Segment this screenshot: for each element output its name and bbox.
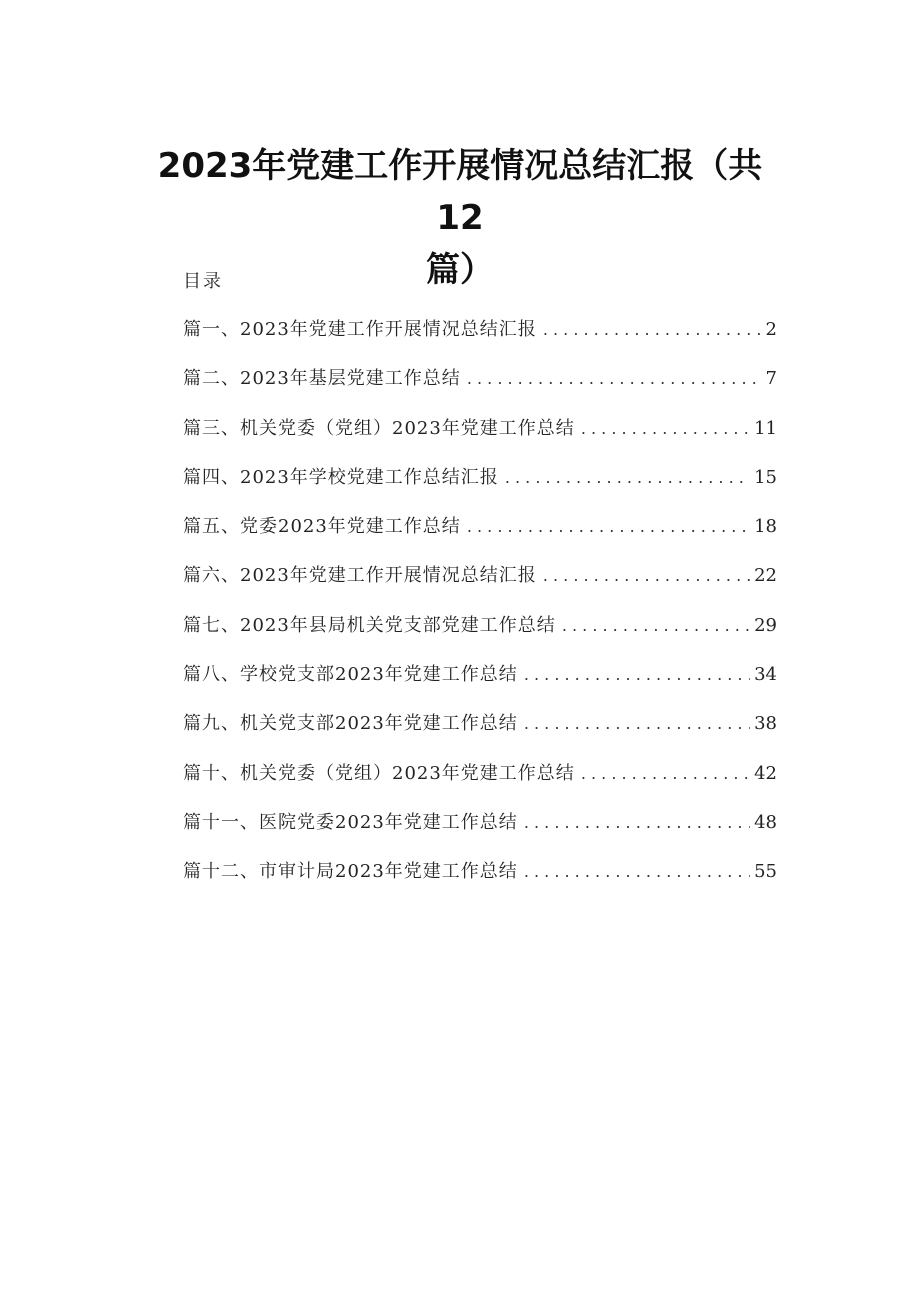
toc-entry-text: 篇十二、市审计局2023年党建工作总结 bbox=[183, 861, 518, 883]
title-line-1: 2023年党建工作开展情况总结汇报（共12 bbox=[157, 146, 763, 238]
toc-page-number: 29 bbox=[754, 614, 777, 636]
toc-entry-9[interactable] bbox=[183, 712, 777, 761]
toc-page-number: 18 bbox=[754, 516, 777, 538]
toc-entry-4[interactable] bbox=[183, 466, 777, 515]
toc-entry-1[interactable] bbox=[183, 318, 777, 367]
toc-dot-leader bbox=[524, 860, 750, 884]
toc-dot-leader bbox=[524, 663, 750, 687]
toc-entry-text: 篇七、2023年县局机关党支部党建工作总结 bbox=[183, 614, 556, 636]
toc-page-number: 34 bbox=[754, 664, 777, 686]
toc-entry-6[interactable] bbox=[183, 564, 777, 613]
toc-entry-text: 篇十、机关党委（党组）2023年党建工作总结 bbox=[183, 762, 575, 784]
toc-page-number: 38 bbox=[754, 713, 777, 735]
toc-page-number: 55 bbox=[754, 861, 777, 883]
toc-page-number: 2 bbox=[765, 319, 777, 340]
toc-entry-text: 篇三、机关党委（党组）2023年党建工作总结 bbox=[183, 417, 575, 439]
toc-page-number: 22 bbox=[754, 565, 777, 587]
toc-page-number: 48 bbox=[754, 811, 777, 833]
toc-entry-text: 篇四、2023年学校党建工作总结汇报 bbox=[183, 466, 499, 488]
table-of-contents bbox=[183, 318, 777, 910]
toc-entry-5[interactable] bbox=[183, 515, 777, 564]
toc-dot-leader bbox=[543, 318, 762, 342]
toc-dot-leader bbox=[467, 367, 762, 391]
toc-entry-text: 篇九、机关党支部2023年党建工作总结 bbox=[183, 713, 518, 735]
toc-entry-2[interactable] bbox=[183, 367, 777, 416]
toc-dot-leader bbox=[581, 417, 750, 441]
toc-entry-text: 篇八、学校党支部2023年党建工作总结 bbox=[183, 664, 518, 686]
toc-entry-text: 篇十一、医院党委2023年党建工作总结 bbox=[183, 811, 518, 833]
toc-page-number: 15 bbox=[754, 466, 777, 488]
toc-dot-leader bbox=[524, 811, 750, 835]
toc-entry-text: 篇二、2023年基层党建工作总结 bbox=[183, 368, 461, 390]
toc-dot-leader bbox=[543, 564, 750, 588]
document-title bbox=[150, 140, 770, 296]
toc-entry-11[interactable] bbox=[183, 811, 777, 860]
toc-entry-3[interactable] bbox=[183, 417, 777, 466]
toc-entry-text: 篇一、2023年党建工作开展情况总结汇报 bbox=[183, 319, 537, 340]
toc-page-number: 11 bbox=[754, 417, 777, 439]
toc-entry-text: 篇五、党委2023年党建工作总结 bbox=[183, 516, 461, 538]
toc-page-number: 7 bbox=[765, 368, 777, 390]
toc-dot-leader bbox=[581, 762, 750, 786]
toc-entry-8[interactable] bbox=[183, 663, 777, 712]
toc-entry-7[interactable] bbox=[183, 614, 777, 663]
toc-dot-leader bbox=[467, 515, 750, 539]
toc-dot-leader bbox=[505, 466, 750, 490]
toc-entry-text: 篇六、2023年党建工作开展情况总结汇报 bbox=[183, 565, 537, 587]
toc-dot-leader bbox=[524, 712, 750, 736]
toc-dot-leader bbox=[562, 614, 750, 638]
toc-page-number: 42 bbox=[754, 762, 777, 784]
toc-entry-10[interactable] bbox=[183, 762, 777, 811]
title-line-2: 篇） bbox=[426, 250, 494, 290]
toc-entry-12[interactable] bbox=[183, 860, 777, 909]
toc-heading: 目录 bbox=[183, 271, 223, 292]
